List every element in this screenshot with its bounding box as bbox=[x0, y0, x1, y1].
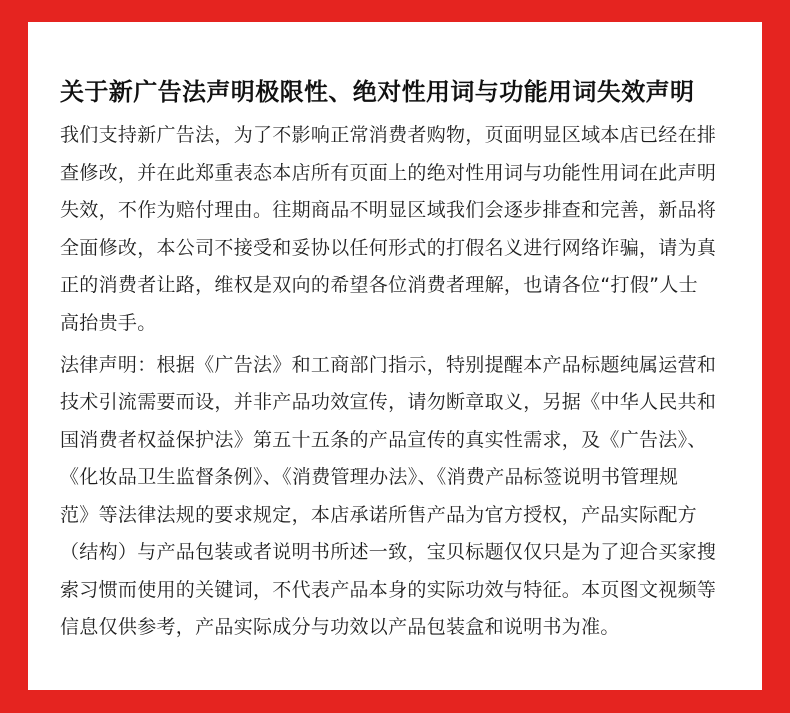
legal-statement-paragraph bbox=[60, 347, 740, 647]
paragraph-line: 高抬贵手。 bbox=[60, 311, 157, 334]
paragraph-line: （结构）与产品包装或者说明书所述一致，宝贝标题仅仅只是为了迎合买家搜 bbox=[60, 541, 717, 563]
notice-panel bbox=[28, 22, 762, 690]
paragraph-line: 全面修改，本公司不接受和妥协以任何形式的打假名义进行网络诈骗，请为真 bbox=[60, 236, 717, 259]
paragraph-line: 范》等法律法规的要求规定，本店承诺所售产品为官方授权，产品实际配方 bbox=[60, 503, 697, 526]
paragraph-line: 法律声明：根据《广告法》和工商部门指示，特别提醒本产品标题纯属运营和 bbox=[60, 353, 717, 376]
notice-content bbox=[60, 74, 740, 647]
ad-law-statement-paragraph bbox=[60, 117, 740, 342]
paragraph-line: 正的消费者让路，维权是双向的希望各位消费者理解，也请各位“打假”人士 bbox=[60, 274, 698, 296]
paragraph-line: 《化妆品卫生监督条例》、《消费管理办法》、《消费产品标签说明书管理规 bbox=[60, 466, 679, 488]
notice-title: 关于新广告法声明极限性、绝对性用词与功能用词失效声明 bbox=[60, 78, 695, 106]
paragraph-line: 技术引流需要而设，并非产品功效宣传，请勿断章取义，另据《中华人民共和 bbox=[60, 391, 717, 413]
paragraph-line: 国消费者权益保护法》第五十五条的产品宣传的真实性需求，及《广告法》、 bbox=[60, 428, 707, 451]
paragraph-line: 查修改，并在此郑重表态本店所有页面上的绝对性用词与功能性用词在此声明 bbox=[60, 161, 717, 184]
paragraph-line: 信息仅供参考，产品实际成分与功效以产品包装盒和说明书为准。 bbox=[60, 616, 620, 638]
paragraph-line: 失效，不作为赔付理由。往期商品不明显区域我们会逐步排查和完善，新品将 bbox=[60, 199, 717, 221]
paragraph-line: 我们支持新广告法，为了不影响正常消费者购物，页面明显区域本店已经在排 bbox=[60, 124, 717, 146]
paragraph-line: 索习惯而使用的关键词，不代表产品本身的实际功效与特征。本页图文视频等 bbox=[60, 578, 717, 601]
